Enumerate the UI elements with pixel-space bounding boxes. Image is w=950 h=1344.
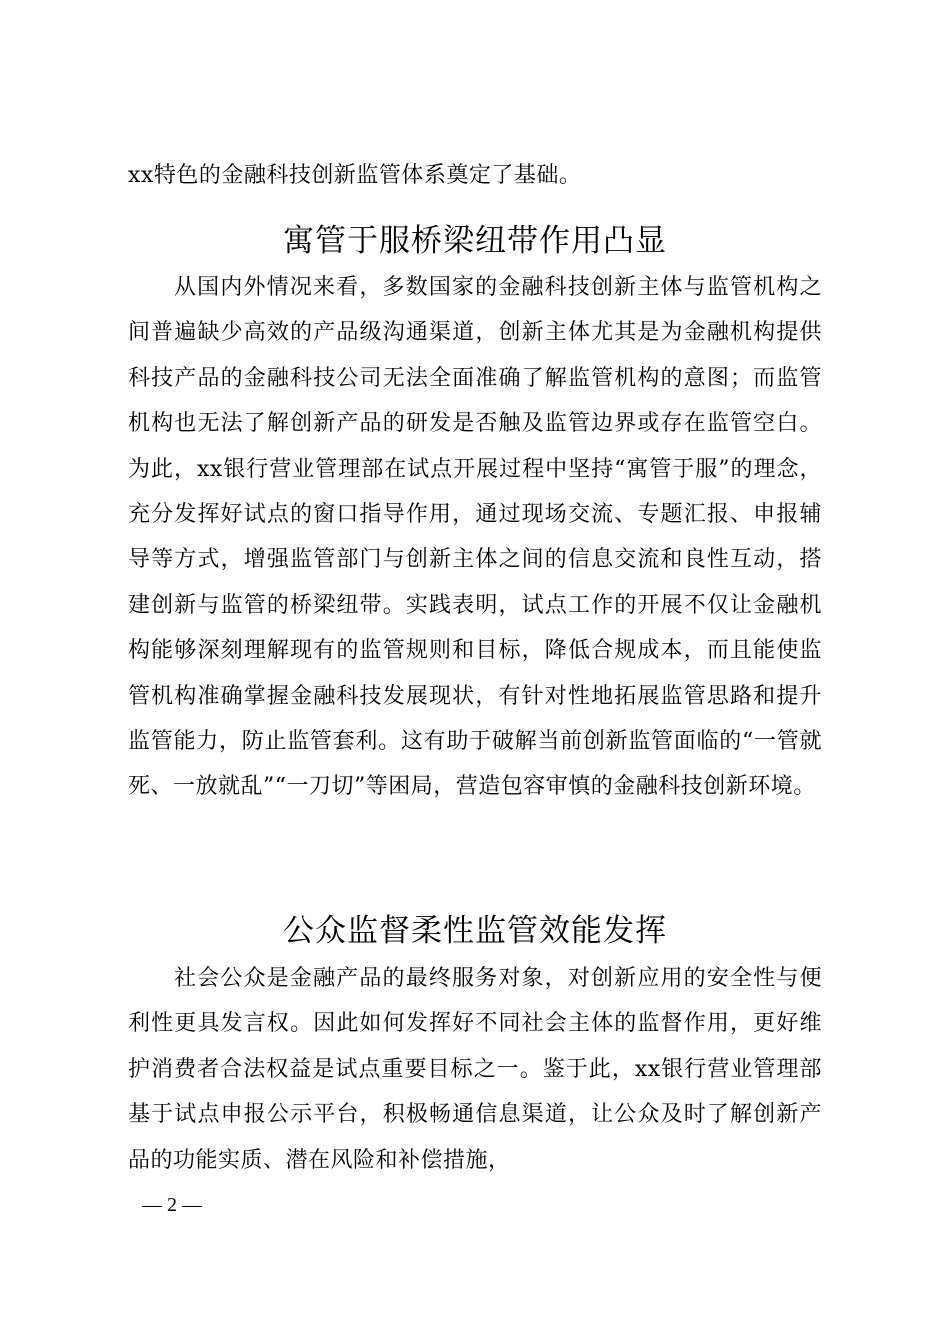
section-heading-public-supervision: 公众监督柔性监管效能发挥 bbox=[283, 913, 667, 949]
page-number: — 2 — bbox=[142, 1194, 202, 1216]
section-heading-bridge-role: 寓管于服桥梁纽带作用凸显 bbox=[283, 223, 667, 259]
section-paragraph-bridge-role: 从国内外情况来看，多数国家的金融科技创新主体与监管机构之间普遍缺少高效的产品级沟通渠道，创新主体尤其是为金融机构提供科技产品的金融科技公司无法全面准确了解监管机构的意图；而监管机构也无法了解创新产品的研发是否触及监管边界或存在监管空白。为此，xx银行营业管理部在试点开展过程中坚持“寓管于服”的理念，充分发挥好试点的窗口指导作用，通过现场交流、专题汇报、申报辅导等方式，增强监管部门与创新主体之间的信息交流和良性互动，搭建创新与监管的桥梁纽带。实践表明，试点工作的开展不仅让金融机构能够深刻理解现有的监管规则和目标，降低合规成本，而且能使监管机构准确掌握金融科技发展现状，有针对性地拓展监管思路和提升监管能力，防止监管套利。这有助于破解当前创新监管面临的“一管就死、一放就乱”“一刀切”等困局，营造包容审慎的金融科技创新环境。 bbox=[128, 275, 822, 800]
paragraph-continuation: xx特色的金融科技创新监管体系奠定了基础。 bbox=[128, 163, 582, 188]
section-paragraph-public-supervision: 社会公众是金融产品的最终服务对象，对创新应用的安全性与便利性更具发言权。因此如何发挥好不同社会主体的监督作用，更好维护消费者合法权益是试点重要目标之一。鉴于此，xx银行营业管理部基于试点申报公示平台，积极畅通信息渠道，让公众及时了解创新产品的功能实质、潜在风险和补偿措施， bbox=[128, 966, 822, 1173]
